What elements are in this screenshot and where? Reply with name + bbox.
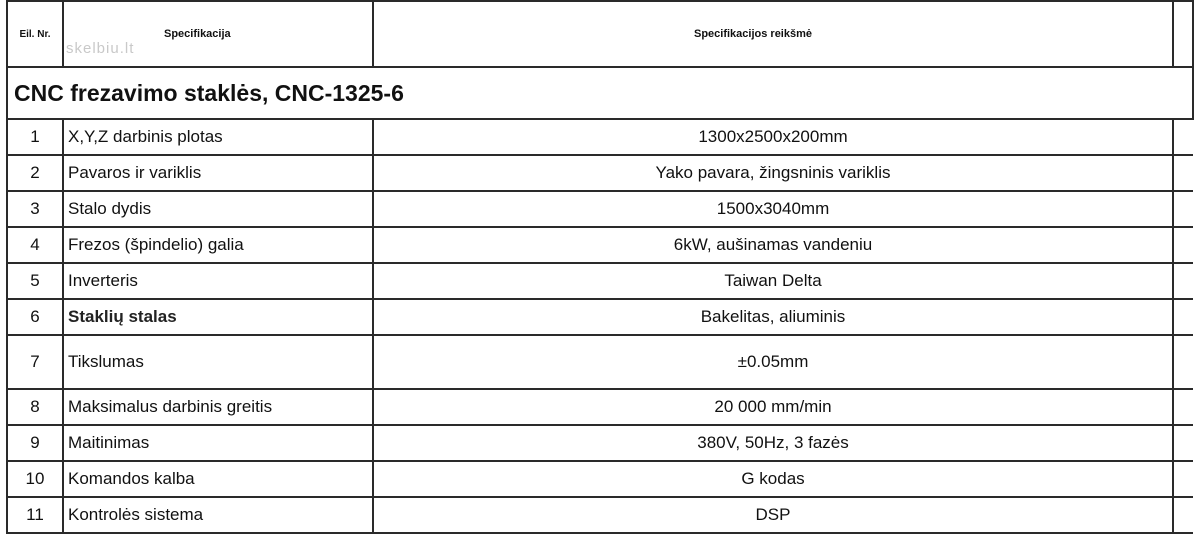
table-row — [7, 461, 1193, 497]
row-nr: 8 — [7, 389, 63, 425]
table-row — [7, 119, 1193, 155]
row-nr: 10 — [7, 461, 63, 497]
table-header-row — [7, 1, 1193, 67]
sheet-title: CNC frezavimo staklės, CNC-1325-6 — [7, 67, 1193, 119]
row-value: Yako pavara, žingsninis variklis — [373, 155, 1173, 191]
spec-sheet — [6, 0, 1192, 534]
table-row — [7, 263, 1193, 299]
row-value: Bakelitas, aliuminis — [373, 299, 1173, 335]
row-value: 1300x2500x200mm — [373, 119, 1173, 155]
header-nr: Eil. Nr. — [7, 1, 63, 67]
row-value: 6kW, aušinamas vandeniu — [373, 227, 1173, 263]
row-value: 1500x3040mm — [373, 191, 1173, 227]
header-value: Specifikacijos reikšmė — [373, 1, 1173, 67]
table-row — [7, 389, 1193, 425]
title-row — [7, 67, 1193, 119]
row-spec: Pavaros ir variklis — [63, 155, 373, 191]
row-spec: Staklių stalas — [63, 299, 373, 335]
row-value: Taiwan Delta — [373, 263, 1173, 299]
row-spec: Stalo dydis — [63, 191, 373, 227]
header-spec: Specifikacija — [63, 1, 373, 67]
row-value: G kodas — [373, 461, 1173, 497]
header-blank — [1173, 1, 1193, 67]
row-nr: 3 — [7, 191, 63, 227]
table-row — [7, 227, 1193, 263]
table-row — [7, 191, 1193, 227]
row-nr: 2 — [7, 155, 63, 191]
row-value: 380V, 50Hz, 3 fazės — [373, 425, 1173, 461]
row-spec: X,Y,Z darbinis plotas — [63, 119, 373, 155]
row-nr: 11 — [7, 497, 63, 533]
spec-table — [6, 0, 1194, 534]
table-row — [7, 155, 1193, 191]
row-spec: Tikslumas — [63, 335, 373, 389]
row-spec: Frezos (špindelio) galia — [63, 227, 373, 263]
row-value: ±0.05mm — [373, 335, 1173, 389]
table-row — [7, 497, 1193, 533]
row-nr: 1 — [7, 119, 63, 155]
row-nr: 4 — [7, 227, 63, 263]
row-spec: Kontrolės sistema — [63, 497, 373, 533]
table-row — [7, 335, 1193, 389]
watermark: skelbiu.lt — [66, 40, 135, 57]
row-spec: Komandos kalba — [63, 461, 373, 497]
row-nr: 9 — [7, 425, 63, 461]
row-spec: Maitinimas — [63, 425, 373, 461]
table-row — [7, 299, 1193, 335]
row-spec: Maksimalus darbinis greitis — [63, 389, 373, 425]
table-row — [7, 425, 1193, 461]
row-nr: 6 — [7, 299, 63, 335]
row-value: 20 000 mm/min — [373, 389, 1173, 425]
row-value: DSP — [373, 497, 1173, 533]
row-nr: 5 — [7, 263, 63, 299]
row-nr: 7 — [7, 335, 63, 389]
row-spec: Inverteris — [63, 263, 373, 299]
